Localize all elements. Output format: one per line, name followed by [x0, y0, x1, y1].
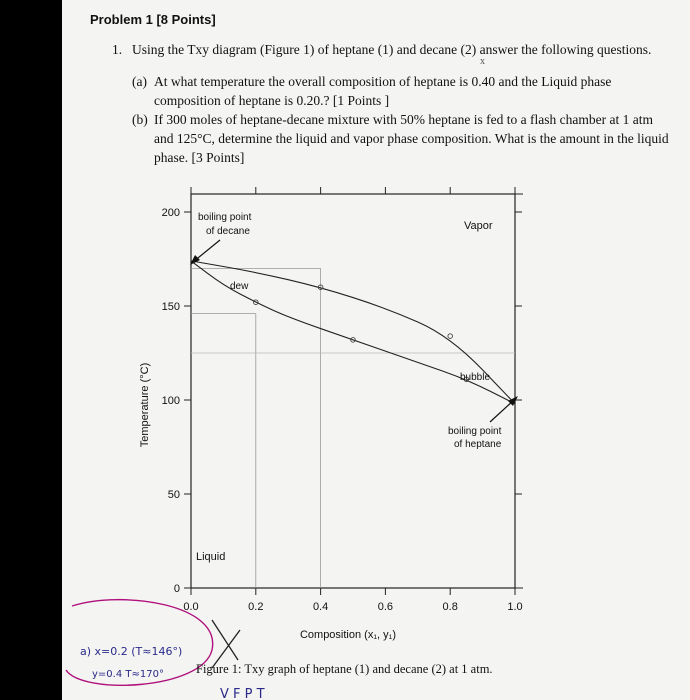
handwritten-stroke-1	[212, 620, 238, 660]
txy-diagram	[62, 0, 690, 700]
handwritten-answer-line-1: a) x=0.2 (T≈146°)	[80, 645, 183, 658]
y-tick-label: 150	[161, 301, 180, 313]
part-a-label: (a)	[132, 74, 147, 89]
x-tick-label: 0.0	[183, 601, 199, 613]
x-tick-label: 1.0	[507, 601, 523, 613]
y-tick-label: 100	[161, 395, 180, 407]
worksheet-page	[62, 0, 690, 700]
part-b-label: (b)	[132, 112, 148, 127]
decane-bp-label-2: of decane	[206, 226, 250, 237]
liquid-region-label: Liquid	[196, 551, 226, 563]
heptane-bp-label-1: boiling point	[448, 426, 502, 437]
handwritten-bottom-letters: V F P T	[220, 687, 265, 700]
heptane-bp-label-2: of heptane	[454, 439, 502, 450]
question-1-text: Using the Txy diagram (Figure 1) of heptane (1) and decane (2) answer the following questions.	[132, 42, 652, 57]
y-tick-label: 0	[173, 583, 180, 595]
y-tick-label: 200	[161, 207, 180, 219]
x-tick-label: 0.4	[312, 601, 329, 613]
handwritten-answer-line-2: y=0.4 T≈170°	[92, 669, 164, 680]
x-tick-label: 0.8	[442, 601, 458, 613]
part-b-text: If 300 moles of heptane-decane mixture with 50% heptane is fed to a flash chamber at 1 atm and 125°C, determine the liquid and vapor phase composition. What is the amount in the liquid phase. [3 Points]	[154, 112, 669, 165]
bubble-curve-label: bubble	[460, 372, 491, 383]
problem-title: Problem 1 [8 Points]	[90, 12, 216, 27]
y-tick-label: 50	[167, 489, 180, 501]
vapor-region-label: Vapor	[464, 220, 493, 232]
x-tick-label: 0.2	[248, 601, 264, 613]
plot-frame	[191, 194, 523, 588]
figure-caption: Figure 1: Txy graph of heptane (1) and decane (2) at 1 atm.	[196, 662, 493, 676]
x-axis-label: Composition (x₁, y₁)	[299, 629, 397, 641]
ticks-layer	[162, 187, 523, 613]
part-a-text: At what temperature the overall composition of heptane is 0.40 and the Liquid phase composition of heptane is 0.20.? [1 Points ]	[154, 74, 612, 108]
plot-border	[191, 194, 515, 588]
handwritten-mark: x	[480, 56, 485, 67]
series-dew-point	[448, 334, 453, 339]
y-axis-label: Temperature (°C)	[139, 362, 151, 448]
x-tick-label: 0.6	[377, 601, 394, 613]
question-number: 1.	[112, 42, 123, 57]
decane-bp-label-1: boiling point	[198, 212, 252, 223]
dew-curve-label: dew	[230, 281, 249, 292]
